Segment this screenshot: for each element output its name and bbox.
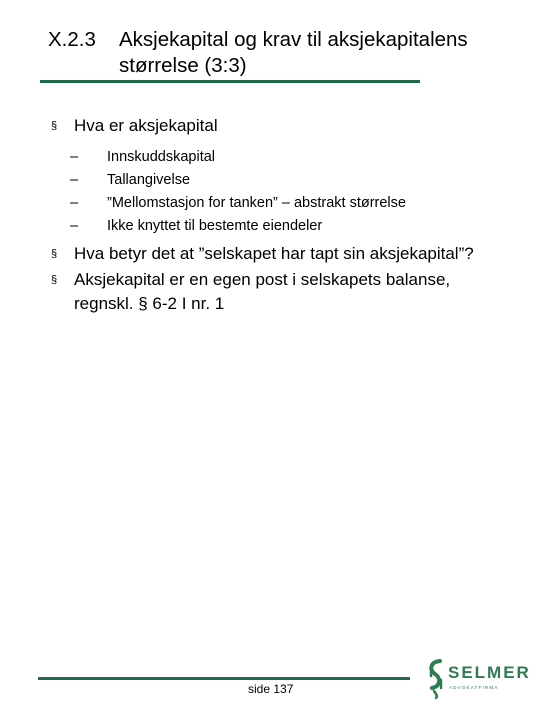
selmer-logo — [426, 658, 531, 700]
sub-bullet-item — [48, 169, 508, 192]
bullet-item — [48, 268, 508, 316]
bullet-text: Hva betyr det at ”selskapet har tapt sin aksjekapital”? — [74, 244, 474, 263]
sub-bullet-list — [48, 146, 508, 238]
sub-bullet-text: ”Mellomstasjon for tanken” – abstrakt størrelse — [107, 195, 406, 211]
sub-bullet-text: Innskuddskapital — [107, 149, 216, 165]
sub-bullet-item — [48, 215, 508, 238]
bullet-marker: § — [51, 274, 58, 286]
title-divider — [40, 80, 420, 83]
slide-title — [48, 27, 518, 79]
selmer-logo-mark-icon — [426, 658, 446, 700]
bullet-marker: § — [51, 248, 58, 260]
footer-divider — [38, 677, 410, 680]
bullet-list — [48, 114, 508, 316]
sub-bullet-item — [48, 146, 508, 169]
selmer-logo-tagline: ADVOKATFIRMA — [449, 685, 499, 690]
title-text: Aksjekapital og krav til aksjekapitalens størrelse (3:3) — [119, 28, 468, 77]
bullet-item — [48, 114, 508, 138]
bullet-text: Hva er aksjekapital — [74, 116, 218, 135]
bullet-text: Aksjekapital er en egen post i selskapets balanse, regnskl. § 6-2 I nr. 1 — [74, 270, 451, 313]
title-number: X.2.3 — [48, 28, 96, 51]
sub-bullet-marker: – — [70, 172, 79, 188]
page-number: side 137 — [248, 682, 294, 696]
sub-bullet-text: Ikke knyttet til bestemte eiendeler — [107, 218, 323, 234]
bullet-item — [48, 242, 508, 266]
sub-bullet-marker: – — [70, 195, 79, 211]
bullet-marker: § — [51, 120, 58, 132]
selmer-logo-name: SELMER — [448, 663, 531, 682]
sub-bullet-text: Tallangivelse — [107, 172, 191, 188]
sub-bullet-marker: – — [70, 218, 79, 234]
sub-bullet-marker: – — [70, 149, 79, 165]
sub-bullet-item — [48, 192, 508, 215]
